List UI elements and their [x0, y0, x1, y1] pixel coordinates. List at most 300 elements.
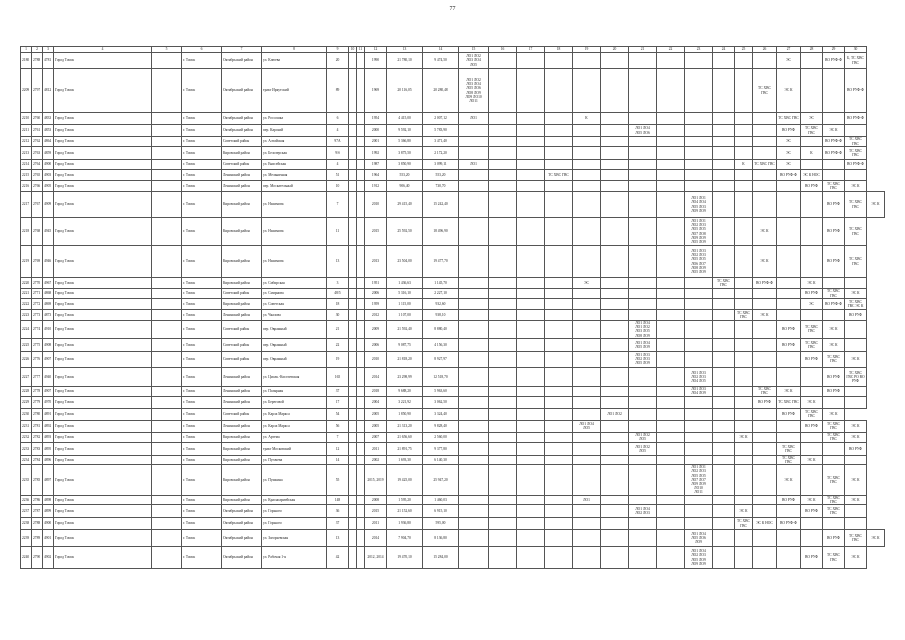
table-cell: ТС ХВС ГВС: [777, 442, 801, 455]
table-cell: [685, 396, 713, 408]
table-cell: Город Томск: [54, 367, 152, 386]
table-cell: 4781: [43, 53, 54, 69]
table-cell: 1 460,03: [423, 495, 459, 504]
table-cell: [657, 181, 685, 192]
table-cell: [735, 495, 753, 504]
table-cell: 2005: [365, 420, 387, 432]
table-cell: ТС ХВС ГВС: [823, 181, 845, 192]
table-cell: [152, 181, 182, 192]
table-cell: Город Томск: [54, 218, 152, 246]
table-cell: [517, 278, 545, 289]
table-cell: [357, 442, 365, 455]
table-cell: ул. Мельничная: [262, 170, 327, 181]
table-cell: 2772: [32, 299, 43, 310]
table-cell: г. Томск: [182, 69, 222, 113]
table-cell: 1 693,30: [387, 455, 423, 464]
table-cell: г. Томск: [182, 53, 222, 69]
table-cell: [657, 246, 685, 278]
table-cell: Город Томск: [54, 505, 152, 518]
table-cell: [801, 310, 823, 321]
table-cell: 17: [327, 396, 349, 408]
table-cell: [357, 518, 365, 530]
table-cell: [517, 218, 545, 246]
table-cell: [753, 420, 777, 432]
table-cell: 1969: [365, 69, 387, 113]
table-cell: 4893: [43, 432, 54, 442]
table-cell: Город Томск: [54, 125, 152, 137]
table-cell: [573, 455, 601, 464]
table-cell: [357, 181, 365, 192]
table-cell: [349, 530, 357, 547]
table-cell: [573, 160, 601, 170]
table-cell: [685, 408, 713, 420]
table-cell: ВО РУФ: [777, 321, 801, 339]
table-cell: ВО РУФ: [801, 181, 823, 192]
table-cell: [489, 505, 517, 518]
table-cell: [777, 505, 801, 518]
table-cell: [489, 310, 517, 321]
table-cell: [753, 367, 777, 386]
table-cell: [629, 113, 657, 125]
table-cell: [489, 53, 517, 69]
table-cell: [657, 299, 685, 310]
table-cell: 2213: [21, 147, 32, 160]
table-cell: ТС ХВС ГВС: [823, 465, 845, 495]
table-cell: [357, 465, 365, 495]
table-cell: [777, 432, 801, 442]
table-cell: [152, 299, 182, 310]
table-cell: [601, 420, 629, 432]
table-cell: 2786: [32, 495, 43, 504]
table-cell: [685, 289, 713, 299]
table-cell: [517, 495, 545, 504]
table-cell: [657, 125, 685, 137]
table-cell: [713, 396, 735, 408]
table-cell: [517, 442, 545, 455]
table-cell: [713, 113, 735, 125]
table-cell: [713, 299, 735, 310]
table-cell: ЭС К: [777, 386, 801, 396]
table-cell: [753, 137, 777, 147]
table-cell: [545, 420, 573, 432]
table-cell: [657, 408, 685, 420]
table-cell: ТС ХВС ГВС: [845, 192, 867, 218]
table-cell: ЛО1: [459, 113, 489, 125]
table-cell: Город Томск: [54, 386, 152, 396]
table-cell: [545, 465, 573, 495]
table-cell: [459, 137, 489, 147]
table-cell: [685, 338, 713, 351]
table-cell: 3 850,90: [387, 160, 423, 170]
table-row: [21, 160, 885, 170]
table-cell: [601, 321, 629, 339]
table-cell: Город Томск: [54, 69, 152, 113]
table-cell: ВО РУФ-Ф: [823, 299, 845, 310]
table-cell: ул. Пугачева: [262, 455, 327, 464]
table-cell: [657, 310, 685, 321]
table-cell: [517, 367, 545, 386]
table-cell: [735, 321, 753, 339]
table-cell: [152, 396, 182, 408]
table-cell: [601, 192, 629, 218]
table-cell: [823, 396, 845, 408]
table-cell: [601, 432, 629, 442]
table-cell: ТС ХВС ГВС: [845, 137, 867, 147]
table-cell: [459, 420, 489, 432]
table-cell: 2236: [21, 495, 32, 504]
table-cell: ТС ХВС ГВС: [801, 125, 823, 137]
table-cell: 1964: [365, 170, 387, 181]
table-cell: [152, 518, 182, 530]
table-cell: ЭС: [777, 160, 801, 170]
table-cell: [753, 547, 777, 569]
table-cell: ТС ХВС ГВС: [777, 396, 801, 408]
table-cell: ул. Россошка: [262, 113, 327, 125]
table-cell: 2237: [21, 505, 32, 518]
table-cell: [152, 170, 182, 181]
table-cell: 2216: [21, 181, 32, 192]
table-cell: ЭС К: [753, 246, 777, 278]
table-cell: [459, 495, 489, 504]
column-header: 1: [21, 47, 32, 53]
table-cell: [545, 125, 573, 137]
table-cell: [459, 321, 489, 339]
table-cell: [459, 455, 489, 464]
table-cell: Октябрьский район: [222, 505, 262, 518]
table-cell: Город Томск: [54, 420, 152, 432]
table-cell: [735, 530, 753, 547]
table-cell: [349, 310, 357, 321]
table-cell: Город Томск: [54, 160, 152, 170]
table-cell: [573, 518, 601, 530]
table-cell: ЛО1 ЛО1 ЛО4 ЛО4 ЛО5 ЛО3 ЛО9 ЛО9: [685, 192, 713, 218]
table-cell: [349, 69, 357, 113]
table-cell: г. Томск: [182, 321, 222, 339]
table-cell: [357, 396, 365, 408]
table-cell: [753, 113, 777, 125]
table-cell: ВО РУФ-Ф: [777, 518, 801, 530]
table-cell: [517, 518, 545, 530]
table-cell: [753, 338, 777, 351]
table-cell: 2235: [21, 465, 32, 495]
table-cell: 4812: [43, 69, 54, 113]
table-cell: 2006: [365, 289, 387, 299]
table-cell: [753, 530, 777, 547]
table-cell: 165: [327, 367, 349, 386]
table-cell: [357, 160, 365, 170]
table-cell: 1954: [365, 113, 387, 125]
table-cell: 21 152,60: [387, 505, 423, 518]
table-row: [21, 408, 885, 420]
table-cell: ВО РУФ: [823, 218, 845, 246]
table-cell: [685, 299, 713, 310]
table-cell: 1 595,20: [387, 495, 423, 504]
table-cell: [545, 442, 573, 455]
table-cell: [601, 367, 629, 386]
table-cell: ул. Горького: [262, 518, 327, 530]
table-cell: [489, 455, 517, 464]
table-cell: 2 560,00: [423, 432, 459, 442]
table-cell: 4896: [43, 455, 54, 464]
table-cell: 10: [327, 181, 349, 192]
table-cell: [573, 530, 601, 547]
table-cell: Город Томск: [54, 289, 152, 299]
table-row: [21, 321, 885, 339]
table-cell: [685, 310, 713, 321]
column-header: 25: [735, 47, 753, 53]
table-cell: [573, 408, 601, 420]
table-cell: 2238: [21, 518, 32, 530]
table-cell: [573, 192, 601, 218]
table-cell: [713, 137, 735, 147]
table-cell: [713, 125, 735, 137]
table-cell: [152, 442, 182, 455]
table-cell: ЛО1 ЛО2 ЛО3 ЛО4 ЛО5 ЛО6 ЛО8 ЛО9 ЛО9 ЛО10 ЛО11: [459, 69, 489, 113]
table-cell: ВО РУФ-Ф: [845, 69, 867, 113]
table-cell: [801, 246, 823, 278]
table-cell: [753, 495, 777, 504]
table-cell: [735, 246, 753, 278]
table-cell: ЭС: [777, 147, 801, 160]
table-cell: [349, 170, 357, 181]
table-cell: [685, 170, 713, 181]
table-cell: [517, 192, 545, 218]
table-cell: [489, 442, 517, 455]
table-cell: 5 366,80: [387, 137, 423, 147]
table-cell: [357, 351, 365, 367]
table-cell: [753, 170, 777, 181]
table-cell: 1912: [365, 181, 387, 192]
table-cell: Октябрьский район: [222, 530, 262, 547]
table-cell: [685, 321, 713, 339]
table-cell: 2240: [21, 547, 32, 569]
table-cell: [349, 386, 357, 396]
table-cell: [152, 218, 182, 246]
table-cell: 9 377,80: [423, 442, 459, 455]
table-row: [21, 465, 885, 495]
table-cell: [517, 160, 545, 170]
table-cell: [777, 246, 801, 278]
table-cell: Кировский район: [222, 147, 262, 160]
table-cell: [573, 321, 601, 339]
table-cell: [459, 351, 489, 367]
table-cell: ЛО1 ЛО3 ЛО2 ЛО3 ЛО4 ЛО5: [685, 367, 713, 386]
table-cell: [657, 218, 685, 246]
table-cell: 48/5: [327, 289, 349, 299]
table-row: [21, 181, 885, 192]
table-cell: Ленинский район: [222, 386, 262, 396]
table-cell: [735, 181, 753, 192]
table-cell: [459, 386, 489, 396]
table-cell: [685, 147, 713, 160]
table-cell: ул. Нахимова: [262, 246, 327, 278]
table-cell: 12: [327, 442, 349, 455]
table-cell: [685, 181, 713, 192]
table-cell: Советский район: [222, 137, 262, 147]
table-cell: ул. Карла Маркса: [262, 420, 327, 432]
table-cell: [517, 125, 545, 137]
table-cell: [573, 505, 601, 518]
table-row: [21, 310, 885, 321]
table-cell: г. Томск: [182, 455, 222, 464]
table-cell: [357, 113, 365, 125]
table-cell: [713, 310, 735, 321]
table-cell: 37: [327, 386, 349, 396]
table-row: [21, 505, 885, 518]
table-cell: 1987: [365, 160, 387, 170]
table-cell: ВО РУФ: [801, 289, 823, 299]
table-cell: ТС ХВС ГВС: [777, 455, 801, 464]
table-cell: [601, 113, 629, 125]
table-cell: 4833: [43, 113, 54, 125]
table-cell: г. Томск: [182, 125, 222, 137]
table-cell: ЭС К: [845, 465, 867, 495]
table-cell: Кировский район: [222, 432, 262, 442]
table-cell: [657, 69, 685, 113]
table-cell: [517, 137, 545, 147]
table-cell: ЭС К: [845, 495, 867, 504]
table-cell: [657, 147, 685, 160]
table-cell: ВО РУФ: [777, 495, 801, 504]
table-cell: ТС ХВС ГВС: [823, 547, 845, 569]
table-cell: [845, 518, 867, 530]
table-cell: [685, 455, 713, 464]
table-cell: 25 592,50: [387, 218, 423, 246]
table-cell: [545, 69, 573, 113]
table-cell: ТС ХВС ГВС: [801, 338, 823, 351]
table-cell: ТС ХВС ГВС: [753, 386, 777, 396]
table-cell: ТС ХВС ГВС: [823, 495, 845, 504]
table-cell: 4907: [43, 351, 54, 367]
table-cell: Город Томск: [54, 321, 152, 339]
table-cell: [489, 465, 517, 495]
table-cell: ЛО1 ЛО4 ЛО2 ЛО3: [629, 505, 657, 518]
table-cell: [152, 455, 182, 464]
table-cell: [713, 53, 735, 69]
table-row: [21, 420, 885, 432]
table-cell: [713, 420, 735, 432]
table-cell: [349, 518, 357, 530]
table-cell: Кировский район: [222, 246, 262, 278]
table-cell: [545, 278, 573, 289]
table-cell: тракт Московский: [262, 442, 327, 455]
table-cell: 2225: [21, 338, 32, 351]
table-cell: 2239: [21, 530, 32, 547]
table-cell: 2010: [365, 192, 387, 218]
table-cell: [713, 218, 735, 246]
table-cell: 3: [327, 278, 349, 289]
table-cell: [517, 547, 545, 569]
table-cell: 23 504,00: [387, 246, 423, 278]
table-cell: [685, 53, 713, 69]
table-cell: [459, 547, 489, 569]
table-cell: Ленинский район: [222, 367, 262, 386]
table-cell: ЭС К: [753, 310, 777, 321]
table-cell: 938,10: [423, 310, 459, 321]
table-cell: 2232: [21, 432, 32, 442]
table-cell: г. Томск: [182, 442, 222, 455]
table-cell: Город Томск: [54, 518, 152, 530]
table-cell: [545, 160, 573, 170]
table-cell: 13: [327, 530, 349, 547]
table-cell: [152, 53, 182, 69]
table-cell: г. Томск: [182, 396, 222, 408]
table-cell: 11: [327, 218, 349, 246]
table-cell: [459, 408, 489, 420]
table-cell: 4895: [43, 442, 54, 455]
table-cell: 4900: [43, 518, 54, 530]
page-number: 77: [449, 6, 456, 12]
table-cell: 2000: [365, 125, 387, 137]
table-cell: [573, 53, 601, 69]
table-cell: [735, 351, 753, 367]
table-cell: [777, 289, 801, 299]
table-cell: [845, 455, 867, 464]
table-cell: [845, 170, 867, 181]
table-cell: [152, 246, 182, 278]
table-cell: ЭС К: [801, 495, 823, 504]
table-cell: [657, 465, 685, 495]
table-cell: 2760: [32, 113, 43, 125]
column-header: 11: [357, 47, 365, 53]
table-cell: ЭС К НОС: [801, 170, 823, 181]
table-cell: 21 656,60: [387, 432, 423, 442]
table-cell: 2773: [32, 310, 43, 321]
table-cell: [357, 432, 365, 442]
table-cell: [753, 505, 777, 518]
table-cell: ЭС К: [845, 420, 867, 432]
table-cell: [489, 125, 517, 137]
table-cell: [801, 367, 823, 386]
table-cell: 2015, 2019: [365, 465, 387, 495]
table-cell: [459, 125, 489, 137]
table-cell: ул. Белозерская: [262, 147, 327, 160]
table-cell: [801, 69, 823, 113]
table-cell: [152, 465, 182, 495]
table-cell: ул. Нахимова: [262, 218, 327, 246]
table-cell: 15 284,00: [423, 547, 459, 569]
table-cell: [489, 147, 517, 160]
table-cell: ВО РУФ: [823, 386, 845, 396]
table-cell: 2223: [21, 310, 32, 321]
table-cell: 2226: [21, 351, 32, 367]
table-cell: [601, 278, 629, 289]
table-cell: 36: [327, 505, 349, 518]
table-cell: [357, 310, 365, 321]
table-cell: [735, 113, 753, 125]
table-cell: 2 227,10: [423, 289, 459, 299]
table-cell: 21 313,20: [387, 420, 423, 432]
table-cell: [573, 137, 601, 147]
table-cell: [152, 408, 182, 420]
table-cell: [459, 147, 489, 160]
table-cell: 9 592,10: [387, 125, 423, 137]
table-cell: Кировский район: [222, 218, 262, 246]
table-cell: [735, 192, 753, 218]
table-cell: ТС ХВС ГВС: [845, 530, 867, 547]
table-cell: 2211: [21, 125, 32, 137]
table-cell: [517, 530, 545, 547]
table-cell: [777, 192, 801, 218]
table-cell: [735, 218, 753, 246]
table-cell: 19 477,70: [423, 246, 459, 278]
table-cell: 2762: [32, 137, 43, 147]
table-cell: 2233: [21, 442, 32, 455]
table-cell: [349, 547, 357, 569]
table-row: [21, 367, 885, 386]
table-cell: [713, 518, 735, 530]
table-row: [21, 53, 885, 69]
